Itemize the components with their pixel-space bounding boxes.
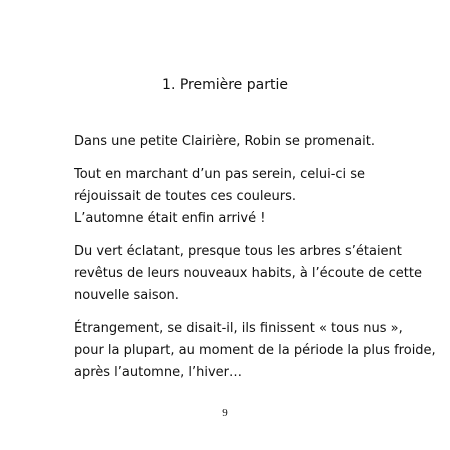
text-line: L’automne était enfin arrivé ! xyxy=(74,211,266,226)
paragraph-2 xyxy=(74,164,414,230)
paragraph-4 xyxy=(74,318,436,384)
text-line: pour la plupart, au moment de la période la plus froide, xyxy=(74,343,436,358)
body-text xyxy=(74,131,436,395)
text-line: revêtus de leurs nouveaux habits, à l’écoute de cette xyxy=(74,266,422,281)
page-number: 9 xyxy=(222,407,228,419)
text-line: Tout en marchant d’un pas serein, celui-ci se xyxy=(74,167,366,182)
paragraph-1 xyxy=(74,131,414,153)
paragraph-3 xyxy=(74,241,422,307)
text-line: réjouissait de toutes ces couleurs. xyxy=(74,189,296,204)
chapter-title: 1. Première partie xyxy=(162,77,288,93)
text-line: Étrangement, se disait-il, ils finissent « tous nus », xyxy=(74,321,403,336)
text-line: Dans une petite Clairière, Robin se promenait. xyxy=(74,134,375,149)
text-line: Du vert éclatant, presque tous les arbres s’étaient xyxy=(74,244,402,259)
text-line: nouvelle saison. xyxy=(74,288,179,303)
text-line: après l’automne, l’hiver… xyxy=(74,365,242,380)
